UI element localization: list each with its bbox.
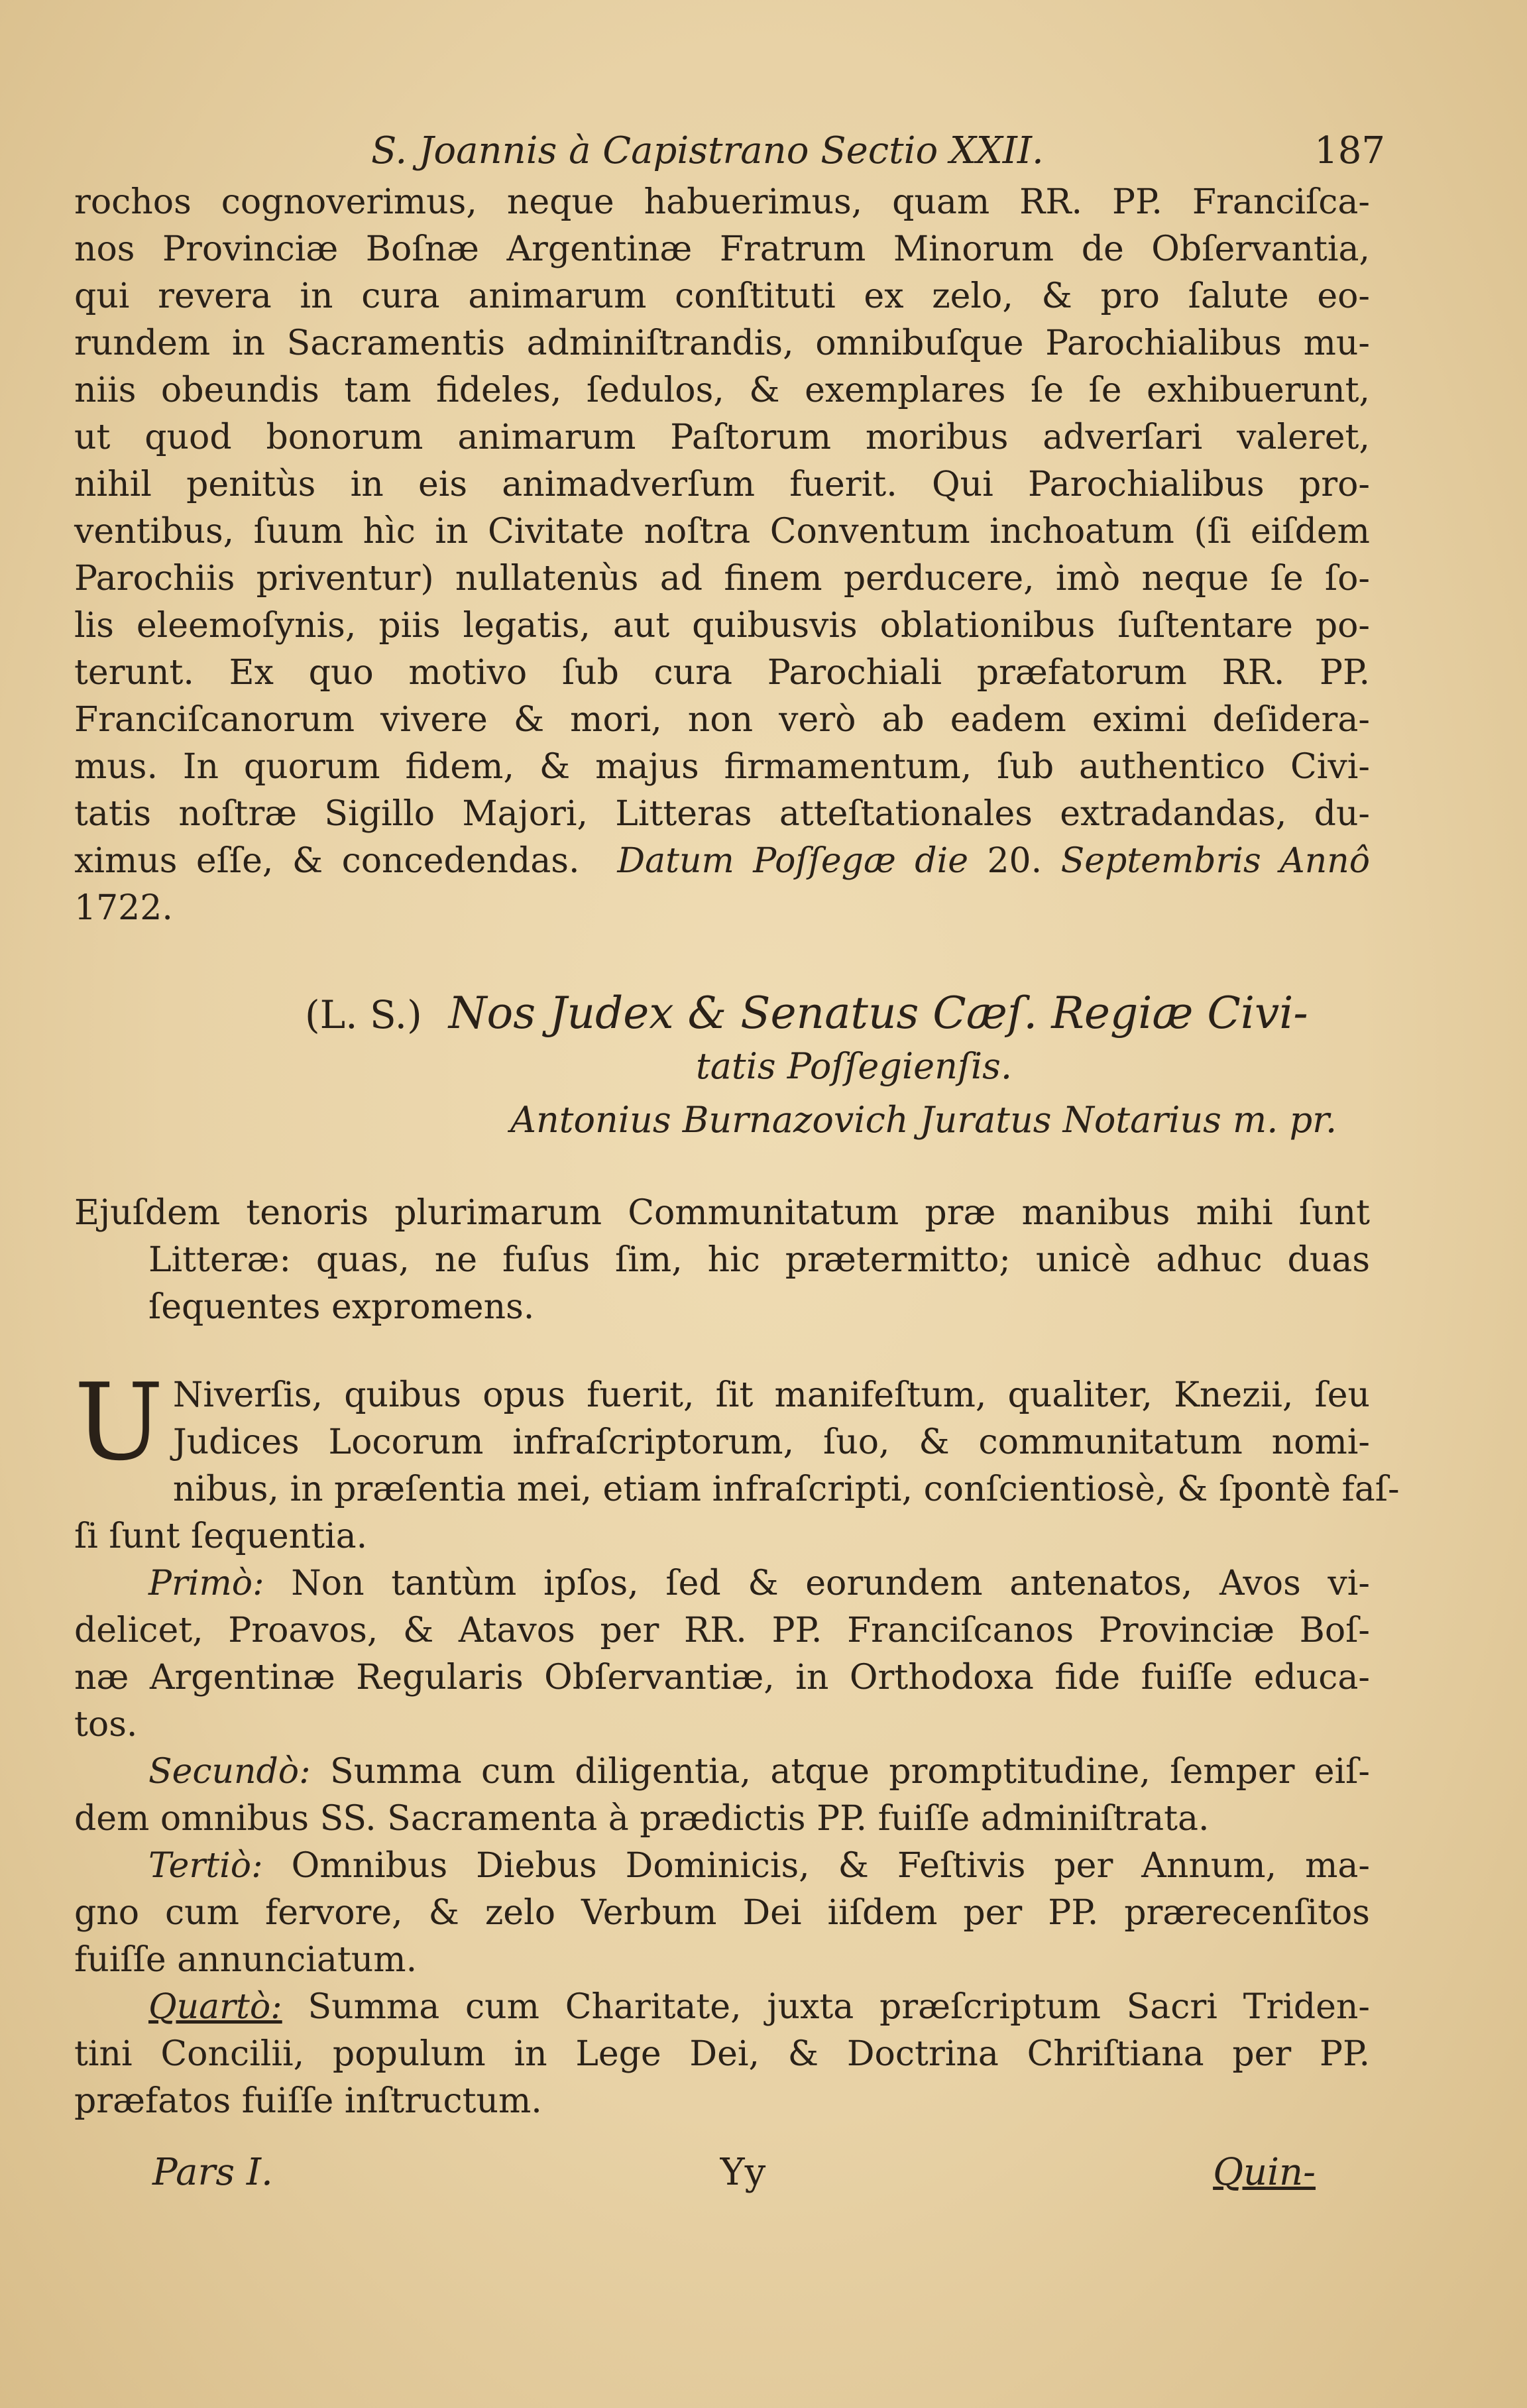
declaration-block: [74, 1360, 1400, 2125]
item-secundo: [74, 1749, 1370, 1796]
running-header: [371, 129, 1385, 172]
text-line: terunt. Ex quo motivo ſub cura Parochiali præfatorum RR. PP.: [74, 653, 1370, 693]
item-quarto: [74, 1984, 1370, 2031]
text-line: dem omnibus SS. Sacramenta à prædictis PP. fuiſſe adminiſtrata.: [74, 1799, 1210, 1839]
text-line: fuiſſe annunciatum.: [74, 1940, 418, 1980]
item-primo: [74, 1560, 1370, 1607]
text-line: rundem in Sacramentis adminiſtrandis, omnibuſque Parochialibus mu-: [74, 323, 1370, 363]
locus-sigilli: (L. S.): [305, 992, 422, 1037]
page-footer: [152, 2151, 1316, 2194]
seal-row: [305, 988, 1365, 1039]
seal-signature-block: [305, 988, 1365, 1141]
text-line: ſi ſunt ſequentia.: [74, 1517, 368, 1556]
text-fragment: Omnibus Diebus Dominicis, & Feſtivis per Annum, ma-: [291, 1846, 1370, 1886]
text-line: lis eleemoſynis, piis legatis, aut quibusvis oblationibus ſuſtentare po-: [74, 606, 1370, 646]
text-line: nibus, in præſentia mei, etiam infraſcripti, conſcientiosè, & ſpontè faſ-: [172, 1469, 1400, 1509]
datum-place: Datum Poſſegæ die: [617, 841, 968, 881]
text-line: qui revera in cura animarum conſtituti ex zelo, & pro ſalute eo-: [74, 276, 1370, 316]
text-line: nihil penitùs in eis animadverſum fuerit. Qui Parochialibus pro-: [74, 465, 1370, 504]
text-line: ſequentes expromens.: [148, 1287, 535, 1327]
text-line: delicet, Proavos, & Atavos per RR. PP. Franciſcanos Provinciæ Boſ-: [74, 1611, 1370, 1650]
text-line: Litteræ: quas, ne fuſus ſim, hic prætermitto; unicè adhuc duas: [148, 1240, 1370, 1280]
paragraph-attestation: [74, 179, 1370, 932]
text-line: tos.: [74, 1705, 138, 1745]
item-label: Primò:: [148, 1564, 264, 1603]
paragraph-other-letters: [74, 1190, 1370, 1331]
text-line: gno cum fervore, & zelo Verbum Dei iiſdem per PP. prærecenſitos: [74, 1893, 1370, 1933]
text-fragment: Summa cum diligentia, atque promptitudine, ſemper eiſ-: [329, 1752, 1370, 1792]
datum-month: Septembris Annô: [1060, 841, 1370, 881]
signature-mark: Yy: [720, 2151, 766, 2194]
text-line: næ Argentinæ Regularis Obſervantiæ, in Orthodoxa fide fuiſſe educa-: [74, 1658, 1370, 1697]
text-line: rochos cognoverimus, neque habuerimus, quam RR. PP. Franciſca-: [74, 182, 1370, 222]
text-line: Franciſcanorum vivere & mori, non verò ab eadem eximi deſidera-: [74, 700, 1370, 740]
page-number: 187: [1314, 129, 1385, 172]
catchword: Quin-: [1213, 2151, 1316, 2194]
text-fragment: ximus eſſe, & concedendas.: [74, 841, 580, 881]
issuer-line-2: tatis Poſſegienſis.: [696, 1045, 1013, 1087]
datum-day: 20.: [987, 841, 1043, 881]
datum-line: [74, 838, 1370, 885]
item-tertio: [74, 1843, 1370, 1890]
text-line: ut quod bonorum animarum Paſtorum moribus adverſari valeret,: [74, 418, 1370, 457]
text-line: præfatos fuiſſe inſtructum.: [74, 2081, 542, 2121]
item-label: Tertiò:: [148, 1846, 263, 1886]
issuer-line: Nos Judex & Senatus Cæſ. Regiæ Civi-: [448, 988, 1308, 1039]
text-line: Niverſis, quibus opus fuerit, ſit manifeſtum, qualiter, Knezii, ſeu: [172, 1375, 1370, 1415]
text-line: niis obeundis tam fideles, ſedulos, & exemplares ſe ſe exhibuerunt,: [74, 371, 1370, 410]
part-indicator: Pars I.: [152, 2151, 273, 2194]
datum-year: 1722.: [74, 888, 173, 928]
text-fragment: Non tantùm ipſos, ſed & eorundem antenatos, Avos vi-: [291, 1564, 1370, 1603]
drop-cap: U: [74, 1360, 164, 1484]
text-line: nos Provinciæ Boſnæ Argentinæ Fratrum Minorum de Obſervantia,: [74, 229, 1370, 269]
text-line: mus. In quorum fidem, & majus firmamentum, ſub authentico Civi-: [74, 747, 1370, 787]
notary-signature: Antonius Burnazovich Juratus Notarius m. pr.: [510, 1099, 1337, 1141]
item-label: Quartò:: [148, 1987, 282, 2027]
running-title: S. Joannis à Capistrano Sectio XXII.: [371, 129, 1044, 172]
text-line: Ejuſdem tenoris plurimarum Communitatum præ manibus mihi ſunt: [74, 1193, 1370, 1233]
item-label: Secundò:: [148, 1752, 311, 1792]
text-line: Parochiis priventur) nullatenùs ad finem perducere, imò neque ſe ſo-: [74, 559, 1370, 599]
text-fragment: Summa cum Charitate, juxta præſcriptum Sacri Triden-: [308, 1987, 1370, 2027]
text-line: ventibus, ſuum hìc in Civitate noſtra Conventum inchoatum (ſi eiſdem: [74, 512, 1370, 551]
text-line: tatis noſtræ Sigillo Majori, Litteras atteſtationales extradandas, du-: [74, 794, 1370, 834]
text-line: Judices Locorum infraſcriptorum, ſuo, & communitatum nomi-: [172, 1422, 1370, 1462]
text-line: tini Concilii, populum in Lege Dei, & Doctrina Chriſtiana per PP.: [74, 2034, 1370, 2074]
